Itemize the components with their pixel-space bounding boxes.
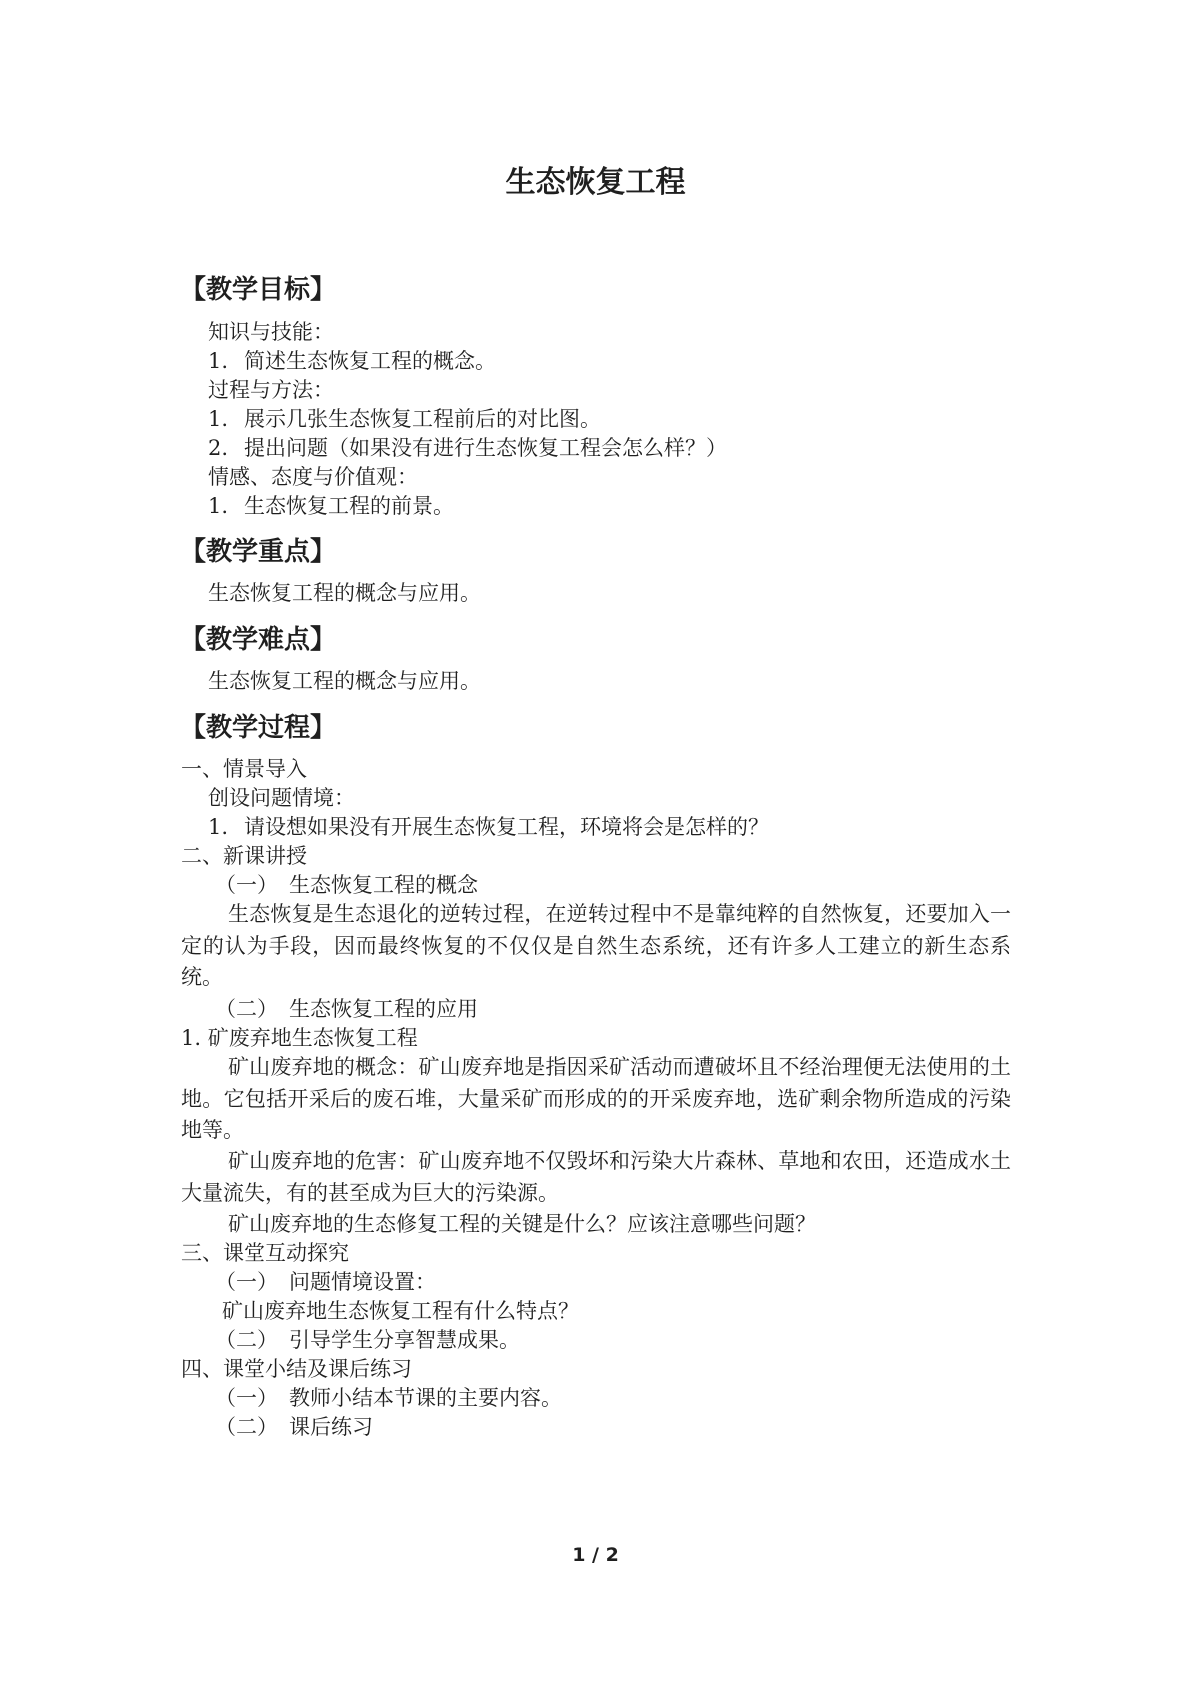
- subsection-heading: [215, 994, 478, 1024]
- page-number: 1 / 2: [572, 1544, 619, 1566]
- subsection-heading: [215, 870, 478, 900]
- list-item: [208, 491, 454, 521]
- part1-sub: 创设问题情境：: [208, 786, 355, 810]
- part3-question: 矿山废弃地生态恢复工程有什么特点？: [222, 1299, 579, 1323]
- heading-key-points: 【教学重点】: [180, 537, 337, 567]
- list-number: 1.: [208, 349, 229, 373]
- heading-difficulties: 【教学难点】: [180, 625, 337, 655]
- subsection-number: （二）: [215, 1415, 278, 1439]
- list-text: 提出问题（如果没有进行生态恢复工程会怎么样？）: [244, 436, 727, 460]
- heading-process: 【教学过程】: [180, 713, 337, 743]
- subsection-text: 引导学生分享智慧成果。: [289, 1328, 520, 1352]
- paragraph-mine-concept: 矿山废弃地的概念：矿山废弃地是指因采矿活动而遭破坏且不经治理便无法使用的土地。它包括开采后的废石堆，大量采矿而形成的的开采废弃地，选矿剩余物所造成的污染地等。: [181, 1055, 1011, 1142]
- subsection-number: （一）: [215, 873, 278, 897]
- subsection-number: （一）: [215, 1270, 278, 1294]
- subsection-text: 课后练习: [289, 1415, 373, 1439]
- list-text: 请设想如果没有开展生态恢复工程，环境将会是怎样的？: [244, 815, 769, 839]
- list-text: 展示几张生态恢复工程前后的对比图。: [244, 407, 601, 431]
- subsection-text: 生态恢复工程的概念: [289, 873, 478, 897]
- list-item: [208, 404, 601, 434]
- list-item: [208, 346, 496, 376]
- subsection-heading: [215, 1325, 520, 1355]
- list-item: [208, 812, 769, 842]
- subsection-heading: [215, 1267, 436, 1297]
- part4-title: 四、课堂小结及课后练习: [181, 1357, 412, 1381]
- list-text: 生态恢复工程的前景。: [244, 494, 454, 518]
- part3-title: 三、课堂互动探究: [181, 1241, 349, 1265]
- subsection-number: （一）: [215, 1386, 278, 1410]
- item-mine-restoration: 1. 矿废弃地生态恢复工程: [181, 1026, 418, 1050]
- subsection-number: （二）: [215, 1328, 278, 1352]
- list-item: [208, 433, 727, 463]
- paragraph-concept: 生态恢复是生态退化的逆转过程，在逆转过程中不是靠纯粹的自然恢复，还要加入一定的认为手段，因而最终恢复的不仅仅是自然生态系统，还有许多人工建立的新生态系统。: [181, 902, 1011, 989]
- subsection-heading: [215, 1412, 373, 1442]
- paragraph-mine-question: 矿山废弃地的生态修复工程的关键是什么？应该注意哪些问题？: [228, 1212, 816, 1236]
- subsection-text: 问题情境设置：: [289, 1270, 436, 1294]
- document-title: 生态恢复工程: [505, 165, 686, 200]
- subsection-heading: [215, 1383, 562, 1413]
- part2-title: 二、新课讲授: [181, 844, 307, 868]
- difficulties-text: 生态恢复工程的概念与应用。: [208, 669, 481, 693]
- list-text: 简述生态恢复工程的概念。: [244, 349, 496, 373]
- list-number: 1.: [208, 815, 229, 839]
- heading-objectives: 【教学目标】: [180, 275, 337, 305]
- subsection-text: 生态恢复工程的应用: [289, 997, 478, 1021]
- list-number: 1.: [208, 494, 229, 518]
- paragraph-mine-harm: 矿山废弃地的危害：矿山废弃地不仅毁坏和污染大片森林、草地和农田，还造成水土大量流失，有的甚至成为巨大的污染源。: [181, 1149, 1011, 1205]
- part1-title: 一、情景导入: [181, 757, 307, 781]
- label-knowledge: 知识与技能：: [208, 320, 334, 344]
- subsection-text: 教师小结本节课的主要内容。: [289, 1386, 562, 1410]
- list-number: 2.: [208, 436, 229, 460]
- label-process: 过程与方法：: [208, 378, 334, 402]
- subsection-number: （二）: [215, 997, 278, 1021]
- label-emotion: 情感、态度与价值观：: [208, 465, 418, 489]
- list-number: 1.: [208, 407, 229, 431]
- key-points-text: 生态恢复工程的概念与应用。: [208, 581, 481, 605]
